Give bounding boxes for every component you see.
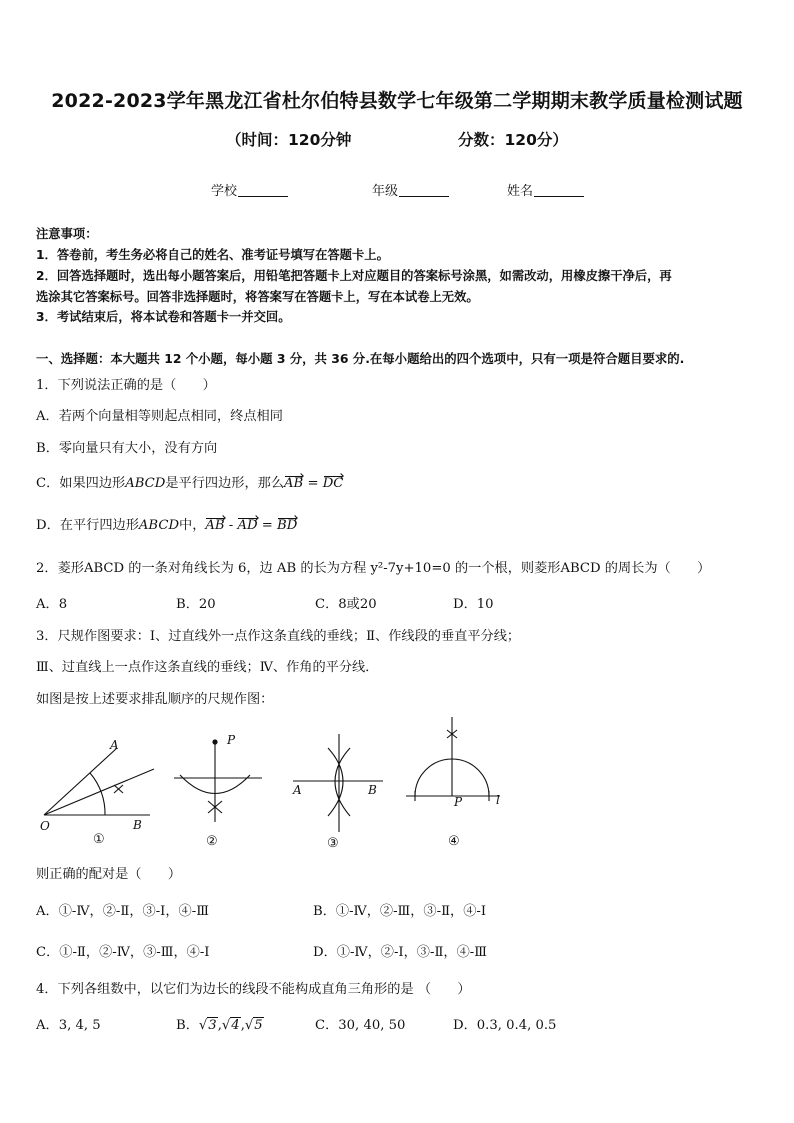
q1-option-d	[36, 514, 297, 533]
q3-option-b: B．①-Ⅳ，②-Ⅲ，③-Ⅱ，④-Ⅰ	[313, 904, 487, 919]
q4-b-sqrt-2: √4	[221, 1018, 240, 1033]
fig4-number: ④	[448, 834, 460, 849]
notice-line-2b: 选涂其它答案标号。回答非选择题时，将答案写在答题卡上，写在本试卷上无效。	[36, 290, 479, 304]
q1-d-text: D．在平行四边形	[36, 518, 139, 533]
fig3-number: ③	[327, 836, 339, 851]
exam-title: 2022-2023学年黑龙江省杜尔伯特县数学七年级第二学期期末教学质量检测试题	[51, 90, 743, 112]
q3-stem-3: 如图是按上述要求排乱顺序的尺规作图：	[36, 692, 274, 707]
figure-1-angle-bisector	[44, 748, 154, 815]
q1-c-text: C．如果四边形	[36, 476, 126, 491]
figure-2-perpendicular-from-point	[174, 740, 262, 822]
q1-option-b: B．零向量只有大小，没有方向	[36, 441, 218, 456]
q2-stem: 2．菱形ABCD 的一条对角线长为 6，边 AB 的长为方程 y²-7y+10=0 的一个根，则菱形ABCD 的周长为（ ）	[36, 561, 711, 576]
q4-b-sqrt-3: √5	[244, 1018, 263, 1033]
q1-c-equals: =	[303, 476, 323, 491]
notice-line-3: 3．考试结束后，将本试卷和答题卡一并交回。	[36, 310, 291, 324]
notice-heading: 注意事项：	[36, 227, 98, 241]
q2-option-d: D．10	[453, 597, 494, 612]
q1-c-vector-ab: AB	[284, 476, 304, 491]
name-field	[507, 180, 584, 199]
q3-option-a: A．①-Ⅳ，②-Ⅱ，③-Ⅰ，④-Ⅲ	[36, 904, 209, 919]
section-heading: 一、选择题：本大题共 12 个小题，每小题 3 分，共 36 分.在每小题给出的四个选项中，只有一项是符合题目要求的.	[36, 351, 685, 366]
q4-option-d: D．0.3, 0.4, 0.5	[453, 1018, 557, 1033]
q3-option-d: D．①-Ⅳ，②-Ⅰ，③-Ⅱ，④-Ⅲ	[313, 945, 487, 960]
q3-option-c: C．①-Ⅱ，②-Ⅳ，③-Ⅲ，④-Ⅰ	[36, 945, 210, 960]
name-blank	[534, 184, 584, 197]
notice-line-2a: 2．回答选择题时，选出每小题答案后，用铅笔把答题卡上对应题目的答案标号涂黑，如需改动，用橡皮擦干净后，再	[36, 269, 672, 283]
name-label: 姓名	[507, 184, 534, 199]
q2-option-c: C．8或20	[315, 597, 377, 612]
school-blank	[238, 184, 288, 197]
fig1-label-a: A	[110, 738, 119, 752]
fig2-number: ②	[206, 834, 218, 849]
fig4-label-p: P	[454, 795, 463, 809]
fig3-label-a: A	[293, 783, 302, 797]
grade-label: 年级	[372, 184, 399, 199]
q1-option-c	[36, 472, 343, 491]
q1-d-quad: ABCD	[138, 518, 180, 533]
construction-figures	[30, 712, 520, 857]
q4-option-b: B．√3,√4,√5	[176, 1018, 263, 1033]
exam-time: （时间：120分钟	[226, 131, 352, 149]
q1-stem: 1．下列说法正确的是（ ）	[36, 378, 216, 393]
fig3-label-b: B	[368, 783, 377, 797]
school-label: 学校	[211, 184, 238, 199]
q1-d-mid: 中，	[179, 518, 206, 533]
q4-b-letter: B．	[176, 1018, 199, 1033]
figure-4-perpendicular-on-line	[406, 717, 500, 801]
q1-d-vector-ab: AB	[205, 518, 225, 533]
grade-field	[372, 180, 449, 199]
q3-stem-2: Ⅲ、过直线上一点作这条直线的垂线；Ⅳ、作角的平分线．	[36, 660, 379, 675]
q1-c-quad: ABCD	[125, 476, 166, 491]
fig1-label-b: B	[133, 818, 142, 832]
q4-option-a: A．3, 4, 5	[36, 1018, 101, 1033]
q1-d-minus: -	[224, 518, 238, 533]
fig1-label-o: O	[40, 819, 50, 833]
fig2-label-p: P	[227, 733, 236, 747]
q2-option-b: B．20	[176, 597, 216, 612]
school-field	[211, 180, 288, 199]
q1-option-a: A．若两个向量相等则起点相同，终点相同	[36, 409, 283, 424]
q3-ask: 则正确的配对是（ ）	[36, 867, 182, 882]
point-p-dot	[212, 739, 217, 744]
q1-d-equals: =	[257, 518, 277, 533]
fig4-label-l: l	[496, 793, 500, 807]
q4-option-c: C．30, 40, 50	[315, 1018, 406, 1033]
grade-blank	[399, 184, 449, 197]
q3-stem-1: 3．尺规作图要求：Ⅰ、过直线外一点作这条直线的垂线；Ⅱ、作线段的垂直平分线；	[36, 629, 521, 644]
fig1-number: ①	[93, 832, 105, 847]
q2-option-a: A．8	[36, 597, 68, 612]
q1-d-vector-bd: BD	[277, 518, 298, 533]
q1-c-mid: 是平行四边形，那么	[165, 476, 285, 491]
q4-stem: 4．下列各组数中，以它们为边长的线段不能构成直角三角形的是 （ ）	[36, 982, 471, 997]
q4-b-sqrt-1: √3	[198, 1018, 217, 1033]
exam-score: 分数：120分）	[458, 131, 568, 149]
notice-line-1: 1．答卷前，考生务必将自己的姓名、准考证号填写在答题卡上。	[36, 248, 389, 262]
q1-d-vector-ad: AD	[237, 518, 258, 533]
q1-c-vector-dc: DC	[322, 476, 344, 491]
